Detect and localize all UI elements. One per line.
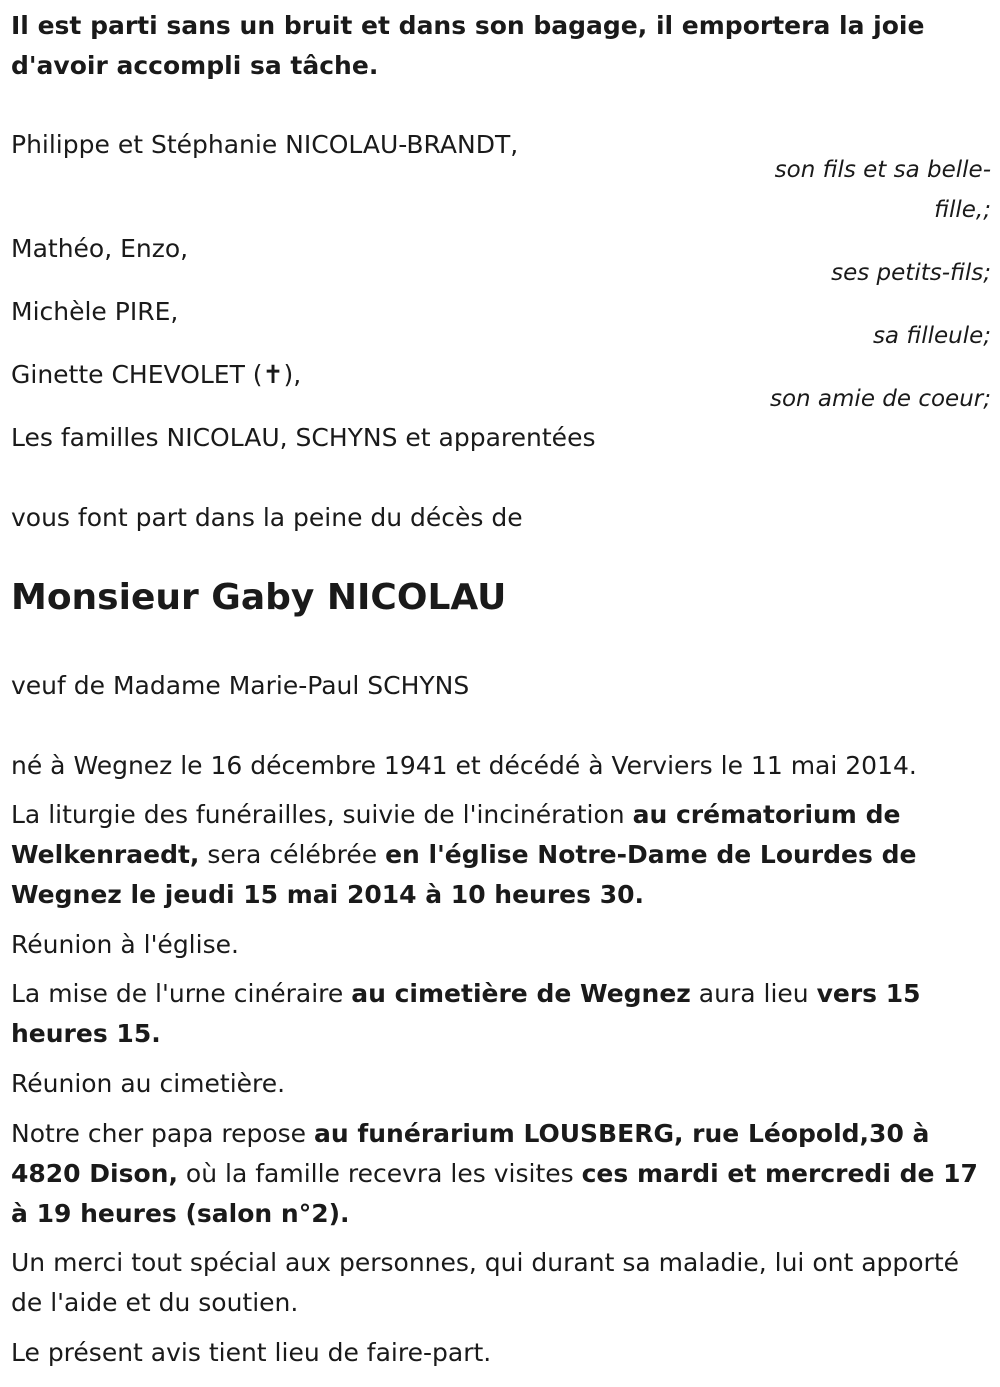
birth-death: né à Wegnez le 16 décembre 1941 et décédé à Verviers le 11 mai 2014. — [11, 751, 917, 780]
family-member-relation: son amie de coeur; — [769, 386, 991, 412]
emphasized-text: au crématorium de Welkenraedt, — [11, 800, 901, 869]
cemetery-meeting-paragraph — [11, 1064, 986, 1104]
obituary-notice — [11, 0, 991, 1387]
announcement: vous font part dans la peine du décès de — [11, 503, 523, 532]
family-member-name: Ginette CHEVOLET (✝), — [11, 360, 302, 389]
family-member-name: Philippe et Stéphanie NICOLAU-BRANDT, — [11, 130, 519, 159]
notice-paragraph — [11, 1333, 986, 1373]
family-member-relation: sa filleule; — [872, 323, 991, 349]
paragraph-text: aura lieu — [690, 979, 817, 1008]
funeral-liturgy-paragraph — [11, 795, 986, 915]
family-member-name: Michèle PIRE, — [11, 297, 179, 326]
paragraph-text: Le présent avis tient lieu de faire-part. — [11, 1338, 492, 1367]
family-member-relation: ses petits-fils; — [831, 260, 991, 286]
emphasized-text: en l'église Notre-Dame de Lourdes de Wegnez le jeudi 15 mai 2014 à 10 heures 30. — [11, 840, 917, 909]
epigraph: Il est parti sans un bruit et dans son bagage, il emportera la joie d'avoir accompli sa tâche. — [11, 11, 925, 80]
emphasized-text: au funérarium LOUSBERG, rue Léopold,30 à 4820 Dison, — [11, 1119, 930, 1188]
paragraph-text: Réunion au cimetière. — [11, 1069, 286, 1098]
families-line: Les familles NICOLAU, SCHYNS et apparentées — [11, 423, 596, 452]
deceased-name: Monsieur Gaby NICOLAU — [11, 577, 507, 618]
paragraph-text: La liturgie des funérailles, suivie de l'incinération — [11, 800, 633, 829]
paragraph-text: La mise de l'urne cinéraire — [11, 979, 352, 1008]
thanks-paragraph — [11, 1243, 986, 1323]
emphasized-text: vers 15 heures 15. — [11, 979, 921, 1048]
urn-placement-paragraph — [11, 974, 986, 1054]
funeral-home-paragraph — [11, 1114, 986, 1234]
widower-of: veuf de Madame Marie-Paul SCHYNS — [11, 671, 470, 700]
church-meeting-paragraph — [11, 925, 986, 965]
emphasized-text: ces mardi et mercredi de 17 à 19 heures (salon n°2). — [11, 1159, 978, 1228]
family-member-relation: son fils et sa belle-fille,; — [774, 157, 991, 223]
paragraph-text: Un merci tout spécial aux personnes, qui durant sa maladie, lui ont apporté de l'aide et du soutien. — [11, 1248, 960, 1317]
family-member-name: Mathéo, Enzo, — [11, 234, 189, 263]
paragraph-text: Notre cher papa repose — [11, 1119, 315, 1148]
emphasized-text: au cimetière de Wegnez — [351, 979, 691, 1008]
paragraph-text: où la famille recevra les visites — [177, 1159, 582, 1188]
paragraph-text: Réunion à l'église. — [11, 930, 239, 959]
paragraph-text: sera célébrée — [199, 840, 386, 869]
